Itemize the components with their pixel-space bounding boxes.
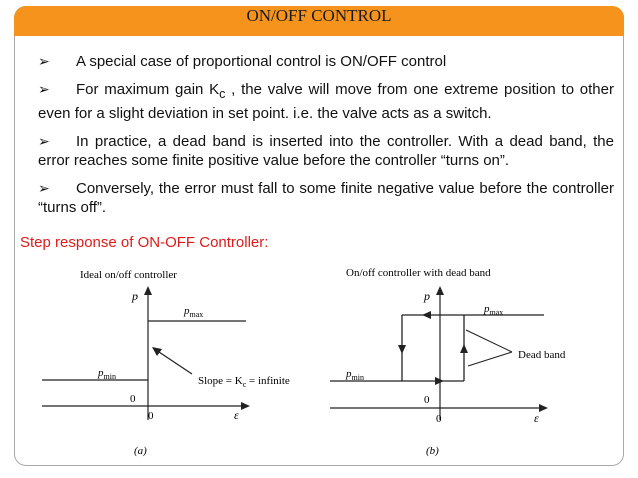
- figure-a-p-arrow-icon: [144, 286, 152, 295]
- figure-b-deadband-pointer-2: [468, 352, 512, 366]
- bullet-text-part: For maximum gain K: [76, 81, 220, 98]
- step-response-subtitle: Step response of ON-OFF Controller:: [20, 234, 269, 251]
- figure-b-down-arrow-icon: [398, 345, 406, 354]
- arrow-bullet-icon: ➢: [38, 53, 50, 69]
- pmin-sub: min: [351, 373, 364, 382]
- pmin-p: p: [98, 367, 104, 379]
- bullet-list: [38, 52, 614, 226]
- figure-a-slope-pointer: [156, 350, 192, 374]
- figure-a-caption: (a): [134, 445, 147, 457]
- figure-b-eps-arrow-icon: [539, 404, 548, 412]
- arrow-bullet-icon: ➢: [38, 180, 50, 196]
- figure-a-eps-arrow-icon: [241, 402, 250, 410]
- figure-a-slope-label: [198, 375, 290, 389]
- slope-text: Slope = K: [198, 375, 243, 387]
- figure-deadband-controller: [326, 262, 606, 462]
- figure-b-deadband-label: Dead band: [518, 349, 566, 361]
- figure-a-pmin-label: [97, 367, 116, 381]
- pmax-sub: max: [189, 310, 204, 319]
- figure-b-pmax-label: [483, 303, 503, 317]
- figure-b-zero-bottom: 0: [436, 413, 442, 425]
- slope-tail: = infinite: [246, 375, 290, 387]
- figure-a-title: Ideal on/off controller: [80, 269, 177, 281]
- figure-ideal-controller: [34, 262, 324, 462]
- pmin-sub: min: [103, 372, 116, 381]
- pmax-p: p: [184, 305, 190, 317]
- bullet-text: A special case of proportional control is ON/OFF control: [76, 53, 447, 70]
- pmax-sub: max: [489, 308, 504, 317]
- kc-subscript: c: [219, 87, 226, 101]
- bullet-text: In practice, a dead band is inserted into the controller. With a dead band, the error reaches some finite positive value before the controller “turns on”.: [38, 133, 614, 169]
- bullet-item: [38, 80, 614, 123]
- figure-b-caption: (b): [426, 445, 439, 457]
- figure-b-eps-label: ε: [534, 411, 539, 425]
- bullet-text: Conversely, the error must fall to some finite negative value before the controller “turns off”.: [38, 180, 614, 216]
- figure-a-zero-top: 0: [130, 393, 136, 405]
- figure-a-pmax-label: [183, 305, 203, 319]
- figure-b-p-label: p: [424, 289, 430, 303]
- figure-b-p-arrow-icon: [436, 286, 444, 295]
- figure-b-left-arrow-icon: [422, 311, 431, 319]
- figure-b-up-arrow-icon: [460, 344, 468, 353]
- slide-title: ON/OFF CONTROL: [246, 6, 392, 25]
- figure-a-p-label: p: [132, 289, 138, 303]
- figure-b-zero-top: 0: [424, 394, 430, 406]
- bullet-item: [38, 179, 614, 217]
- pmin-p: p: [346, 368, 352, 380]
- slope-sub: c: [242, 380, 247, 389]
- bullet-text-part: , the valve will move from one extreme position to other even for a slight deviation in set point. i.e. the valve acts as a switch.: [38, 81, 614, 122]
- figure-a-eps-label: ε: [234, 408, 239, 422]
- arrow-bullet-icon: ➢: [38, 133, 50, 149]
- pmax-p: p: [484, 303, 490, 315]
- figure-b-title: On/off controller with dead band: [346, 267, 491, 279]
- bullet-text: [38, 80, 614, 123]
- figure-b-deadband-pointer-1: [466, 330, 512, 352]
- bullet-item: [38, 52, 614, 71]
- arrow-bullet-icon: ➢: [38, 81, 50, 97]
- figure-b-pmin-label: [345, 368, 364, 382]
- figure-a-zero-bottom: 0: [148, 410, 154, 422]
- bullet-item: [38, 132, 614, 170]
- figure-a-pointer-arrow-icon: [152, 347, 162, 356]
